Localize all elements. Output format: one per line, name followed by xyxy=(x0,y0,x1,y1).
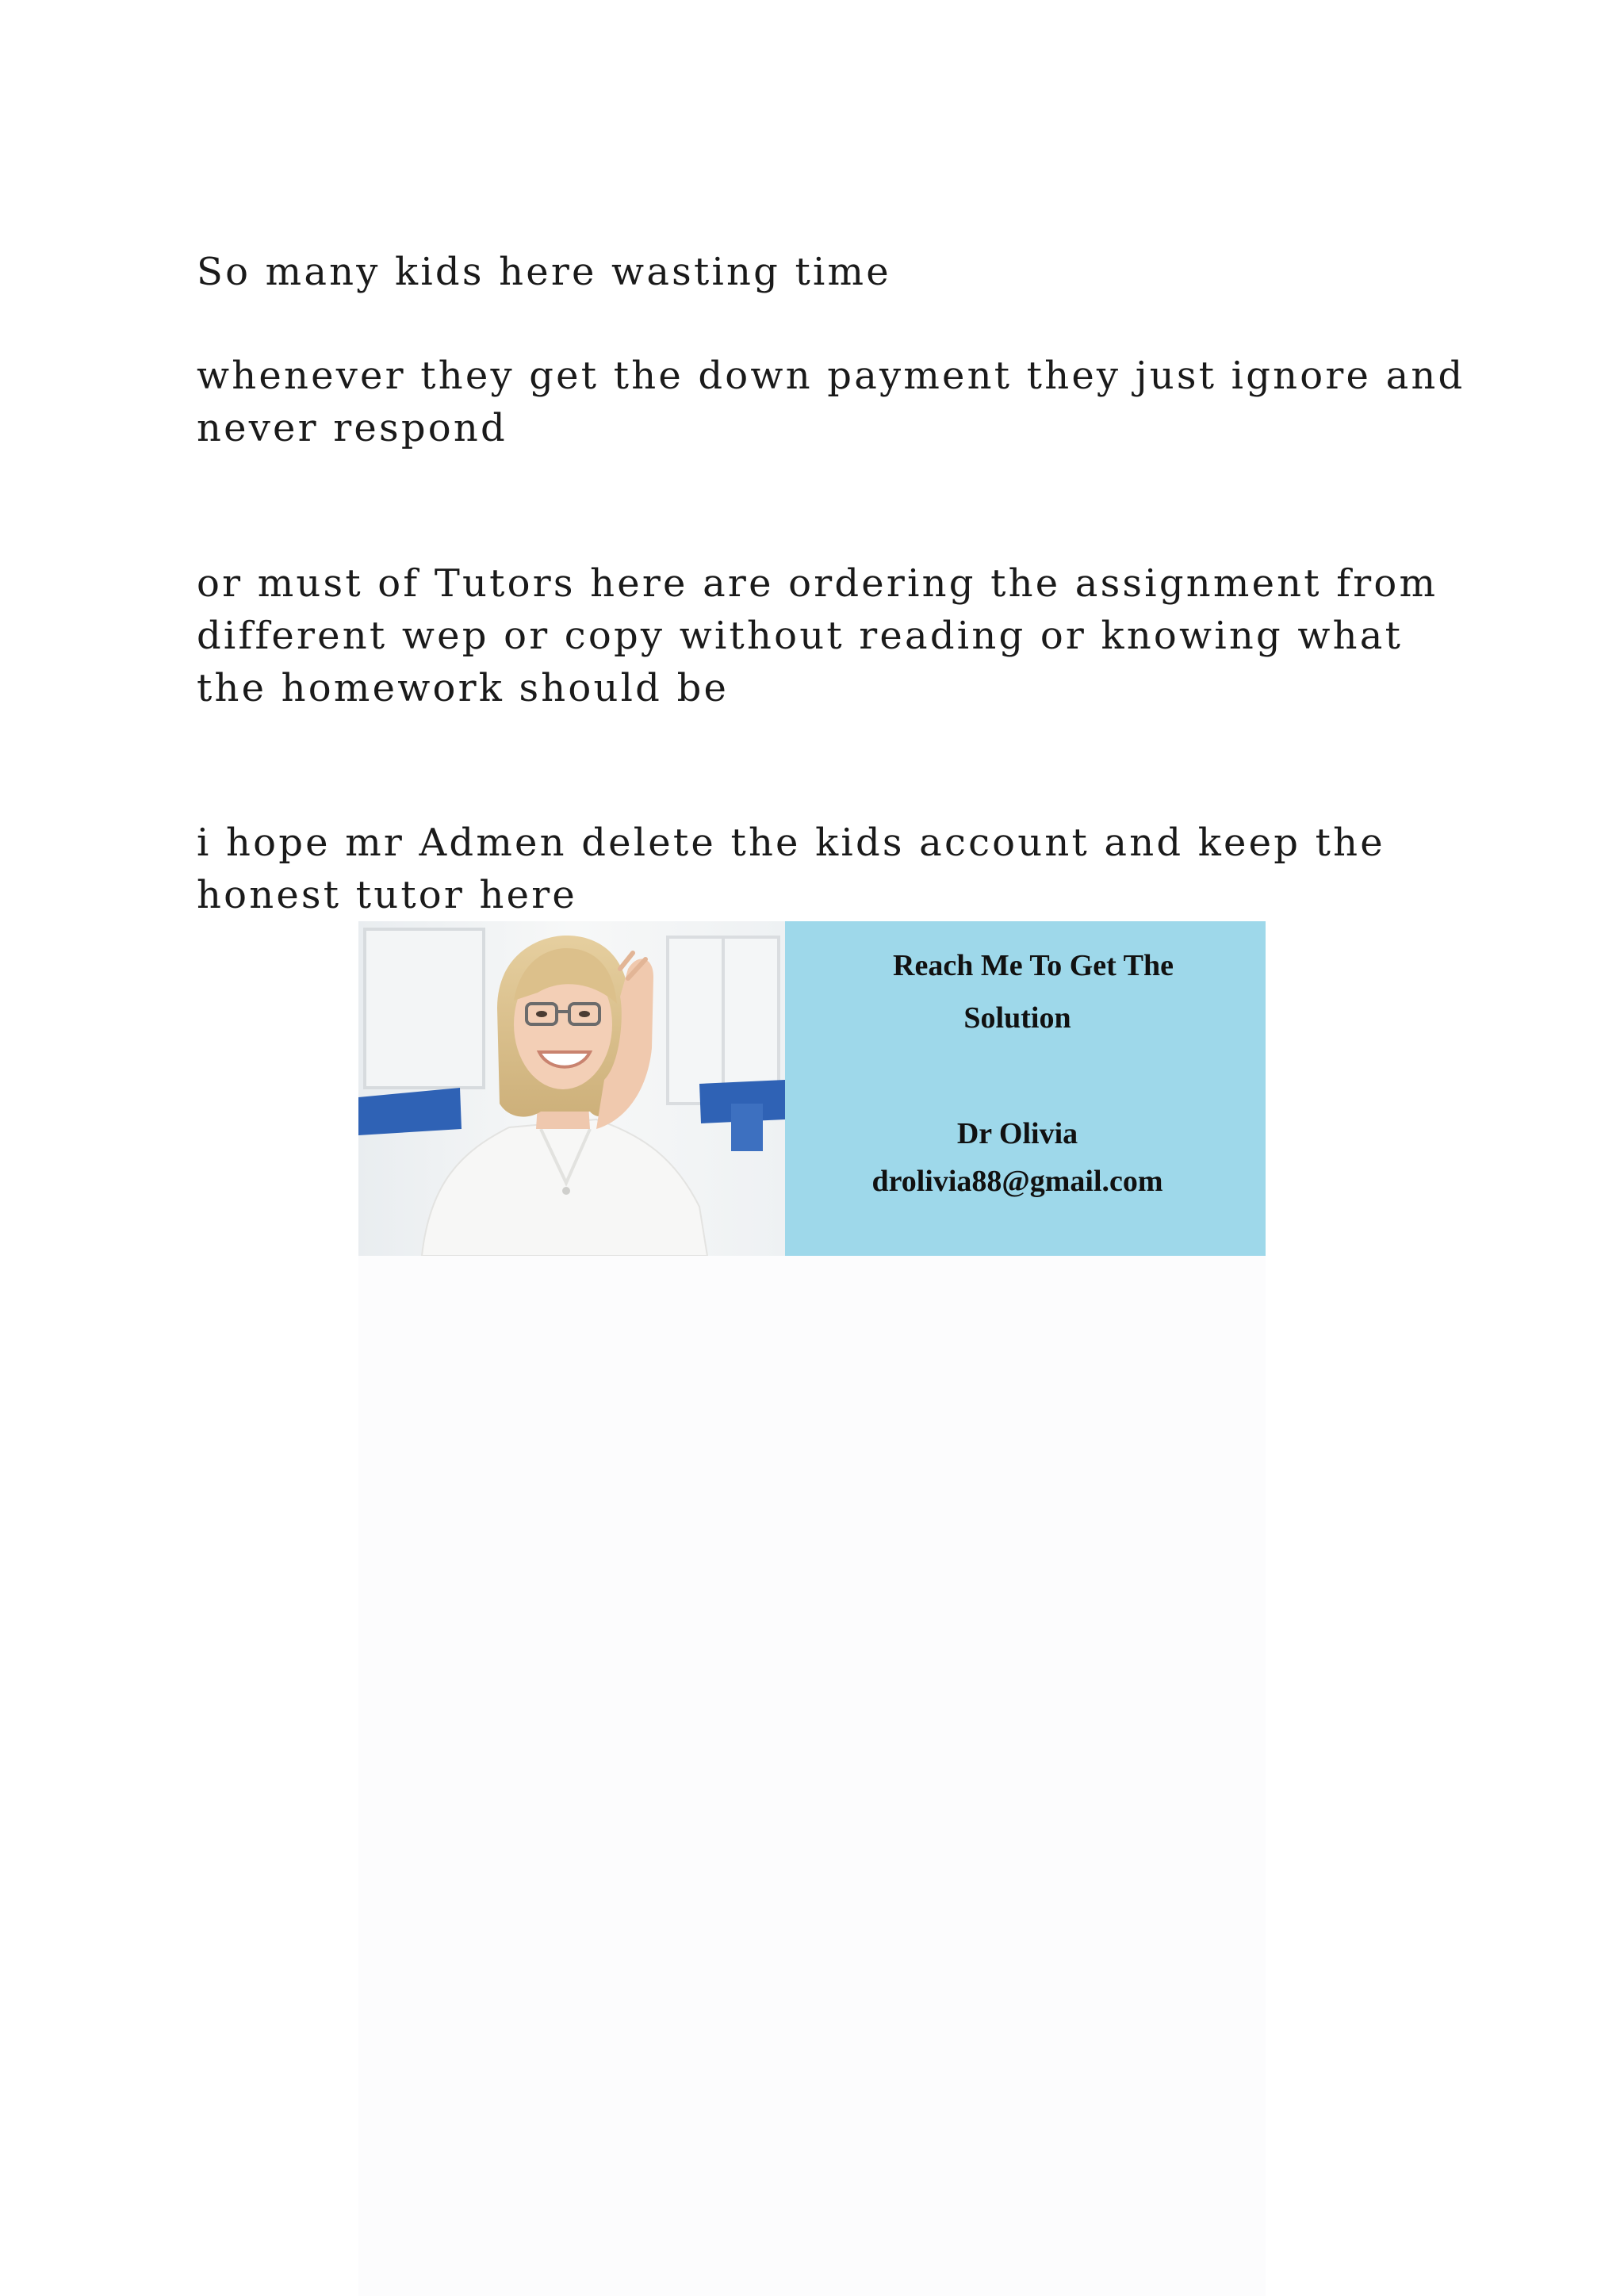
card-name: Dr Olivia xyxy=(956,1117,1078,1150)
paragraph-4: i hope mr Admen delete the kids account and keep the honest tutor here xyxy=(197,821,1385,917)
contact-banner xyxy=(358,921,1266,1256)
woman-photo-icon xyxy=(358,921,785,1256)
card-email: drolivia88@gmail.com xyxy=(871,1165,1163,1198)
paragraph-1: So many kids here wasting time xyxy=(197,250,891,294)
card-heading-line-1: Reach Me To Get The xyxy=(893,949,1174,982)
paragraph-2: whenever they get the down payment they just ignore and never respond xyxy=(197,354,1465,450)
card-heading-line-2: Solution xyxy=(963,1001,1071,1035)
image-shadow-area xyxy=(358,1256,1266,2296)
paragraph-3: or must of Tutors here are ordering the assignment from different wep or copy without reading or knowing what the homework should be xyxy=(197,561,1438,710)
contact-card xyxy=(785,921,1266,1256)
